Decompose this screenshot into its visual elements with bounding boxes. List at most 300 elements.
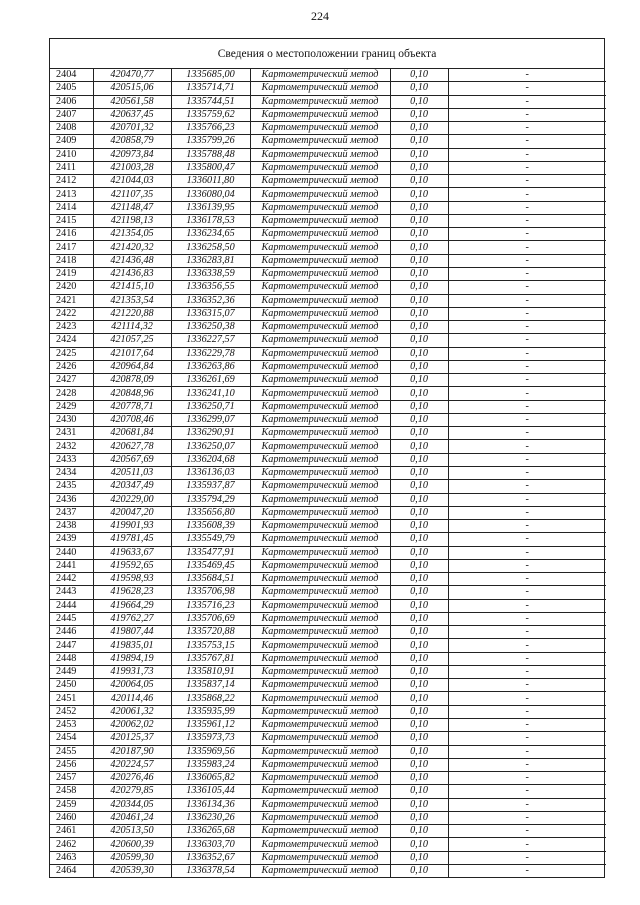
accuracy-cell: 0,10 — [390, 347, 448, 360]
x-coordinate-cell: 420964,84 — [93, 360, 171, 373]
accuracy-cell: 0,10 — [390, 148, 448, 161]
x-coordinate-cell: 420187,90 — [93, 745, 171, 758]
method-cell: Картометрический метод — [250, 95, 390, 108]
accuracy-cell: 0,10 — [390, 307, 448, 320]
y-coordinate-cell: 1336065,82 — [171, 772, 250, 785]
method-cell: Картометрический метод — [250, 864, 390, 877]
description-cell: - — [448, 347, 606, 360]
accuracy-cell: 0,10 — [390, 122, 448, 135]
table-row — [50, 665, 606, 678]
y-coordinate-cell: 1336136,03 — [171, 466, 250, 479]
table-row — [50, 347, 606, 360]
accuracy-cell: 0,10 — [390, 825, 448, 838]
y-coordinate-cell: 1335716,23 — [171, 599, 250, 612]
y-coordinate-cell: 1335706,98 — [171, 586, 250, 599]
x-coordinate-cell: 420279,85 — [93, 785, 171, 798]
x-coordinate-cell: 419835,01 — [93, 639, 171, 652]
point-number-cell: 2405 — [50, 82, 93, 95]
table-row — [50, 122, 606, 135]
method-cell: Картометрический метод — [250, 626, 390, 639]
method-cell: Картометрический метод — [250, 719, 390, 732]
method-cell: Картометрический метод — [250, 851, 390, 864]
point-number-cell: 2422 — [50, 307, 93, 320]
point-number-cell: 2462 — [50, 838, 93, 851]
y-coordinate-cell: 1336011,80 — [171, 175, 250, 188]
y-coordinate-cell: 1336250,38 — [171, 321, 250, 334]
x-coordinate-cell: 419762,27 — [93, 612, 171, 625]
y-coordinate-cell: 1335810,91 — [171, 665, 250, 678]
table-row — [50, 480, 606, 493]
table-row — [50, 387, 606, 400]
method-cell: Картометрический метод — [250, 772, 390, 785]
accuracy-cell: 0,10 — [390, 679, 448, 692]
accuracy-cell: 0,10 — [390, 652, 448, 665]
method-cell: Картометрический метод — [250, 453, 390, 466]
description-cell: - — [448, 69, 606, 82]
table-row — [50, 506, 606, 519]
y-coordinate-cell: 1335983,24 — [171, 758, 250, 771]
x-coordinate-cell: 420708,46 — [93, 413, 171, 426]
description-cell: - — [448, 758, 606, 771]
y-coordinate-cell: 1335961,12 — [171, 719, 250, 732]
point-number-cell: 2408 — [50, 122, 93, 135]
point-number-cell: 2438 — [50, 520, 93, 533]
accuracy-cell: 0,10 — [390, 82, 448, 95]
description-cell: - — [448, 427, 606, 440]
description-cell: - — [448, 851, 606, 864]
y-coordinate-cell: 1336299,07 — [171, 413, 250, 426]
table-row — [50, 374, 606, 387]
description-cell: - — [448, 374, 606, 387]
method-cell: Картометрический метод — [250, 374, 390, 387]
table-row — [50, 188, 606, 201]
point-number-cell: 2424 — [50, 334, 93, 347]
method-cell: Картометрический метод — [250, 758, 390, 771]
accuracy-cell: 0,10 — [390, 254, 448, 267]
point-number-cell: 2464 — [50, 864, 93, 877]
description-cell: - — [448, 281, 606, 294]
x-coordinate-cell: 420347,49 — [93, 480, 171, 493]
section-title: Сведения о местоположении границ объекта — [50, 39, 604, 69]
accuracy-cell: 0,10 — [390, 466, 448, 479]
x-coordinate-cell: 421420,32 — [93, 241, 171, 254]
y-coordinate-cell: 1336352,67 — [171, 851, 250, 864]
point-number-cell: 2415 — [50, 214, 93, 227]
table-row — [50, 825, 606, 838]
y-coordinate-cell: 1336261,69 — [171, 374, 250, 387]
point-number-cell: 2425 — [50, 347, 93, 360]
x-coordinate-cell: 421107,35 — [93, 188, 171, 201]
point-number-cell: 2431 — [50, 427, 93, 440]
accuracy-cell: 0,10 — [390, 732, 448, 745]
x-coordinate-cell: 420848,96 — [93, 387, 171, 400]
point-number-cell: 2454 — [50, 732, 93, 745]
y-coordinate-cell: 1336241,10 — [171, 387, 250, 400]
y-coordinate-cell: 1336258,50 — [171, 241, 250, 254]
x-coordinate-cell: 420511,03 — [93, 466, 171, 479]
method-cell: Картометрический метод — [250, 811, 390, 824]
accuracy-cell: 0,10 — [390, 612, 448, 625]
y-coordinate-cell: 1336105,44 — [171, 785, 250, 798]
accuracy-cell: 0,10 — [390, 772, 448, 785]
point-number-cell: 2409 — [50, 135, 93, 148]
y-coordinate-cell: 1335684,51 — [171, 573, 250, 586]
x-coordinate-cell: 420114,46 — [93, 692, 171, 705]
accuracy-cell: 0,10 — [390, 95, 448, 108]
description-cell: - — [448, 161, 606, 174]
x-coordinate-cell: 420627,78 — [93, 440, 171, 453]
x-coordinate-cell: 420973,84 — [93, 148, 171, 161]
table-row — [50, 652, 606, 665]
method-cell: Картометрический метод — [250, 321, 390, 334]
point-number-cell: 2449 — [50, 665, 93, 678]
method-cell: Картометрический метод — [250, 307, 390, 320]
method-cell: Картометрический метод — [250, 440, 390, 453]
method-cell: Картометрический метод — [250, 586, 390, 599]
accuracy-cell: 0,10 — [390, 599, 448, 612]
accuracy-cell: 0,10 — [390, 586, 448, 599]
method-cell: Картометрический метод — [250, 122, 390, 135]
table-row — [50, 851, 606, 864]
accuracy-cell: 0,10 — [390, 811, 448, 824]
method-cell: Картометрический метод — [250, 466, 390, 479]
x-coordinate-cell: 420461,24 — [93, 811, 171, 824]
table-row — [50, 785, 606, 798]
table-row — [50, 719, 606, 732]
x-coordinate-cell: 421044,03 — [93, 175, 171, 188]
accuracy-cell: 0,10 — [390, 188, 448, 201]
y-coordinate-cell: 1336250,07 — [171, 440, 250, 453]
method-cell: Картометрический метод — [250, 161, 390, 174]
table-row — [50, 732, 606, 745]
description-cell: - — [448, 692, 606, 705]
table-row — [50, 772, 606, 785]
point-number-cell: 2436 — [50, 493, 93, 506]
table-row — [50, 546, 606, 559]
description-cell: - — [448, 214, 606, 227]
method-cell: Картометрический метод — [250, 413, 390, 426]
table-row — [50, 307, 606, 320]
y-coordinate-cell: 1335794,29 — [171, 493, 250, 506]
table-row — [50, 321, 606, 334]
method-cell: Картометрический метод — [250, 692, 390, 705]
table-row — [50, 95, 606, 108]
point-number-cell: 2442 — [50, 573, 93, 586]
accuracy-cell: 0,10 — [390, 506, 448, 519]
accuracy-cell: 0,10 — [390, 175, 448, 188]
accuracy-cell: 0,10 — [390, 281, 448, 294]
y-coordinate-cell: 1335477,91 — [171, 546, 250, 559]
description-cell: - — [448, 175, 606, 188]
description-cell: - — [448, 838, 606, 851]
table-row — [50, 254, 606, 267]
x-coordinate-cell: 420224,57 — [93, 758, 171, 771]
point-number-cell: 2407 — [50, 108, 93, 121]
table-row — [50, 599, 606, 612]
x-coordinate-cell: 421148,47 — [93, 201, 171, 214]
table-row — [50, 69, 606, 82]
method-cell: Картометрический метод — [250, 785, 390, 798]
method-cell: Картометрический метод — [250, 267, 390, 280]
point-number-cell: 2446 — [50, 626, 93, 639]
table-row — [50, 281, 606, 294]
table-row — [50, 838, 606, 851]
description-cell: - — [448, 228, 606, 241]
x-coordinate-cell: 421114,32 — [93, 321, 171, 334]
x-coordinate-cell: 420599,30 — [93, 851, 171, 864]
table-row — [50, 427, 606, 440]
y-coordinate-cell: 1336230,26 — [171, 811, 250, 824]
accuracy-cell: 0,10 — [390, 294, 448, 307]
table-row — [50, 612, 606, 625]
point-number-cell: 2447 — [50, 639, 93, 652]
description-cell: - — [448, 639, 606, 652]
point-number-cell: 2410 — [50, 148, 93, 161]
method-cell: Картометрический метод — [250, 679, 390, 692]
y-coordinate-cell: 1335706,69 — [171, 612, 250, 625]
y-coordinate-cell: 1335549,79 — [171, 533, 250, 546]
method-cell: Картометрический метод — [250, 69, 390, 82]
table-row — [50, 82, 606, 95]
y-coordinate-cell: 1335720,88 — [171, 626, 250, 639]
point-number-cell: 2426 — [50, 360, 93, 373]
x-coordinate-cell: 419664,29 — [93, 599, 171, 612]
x-coordinate-cell: 420344,05 — [93, 798, 171, 811]
accuracy-cell: 0,10 — [390, 705, 448, 718]
method-cell: Картометрический метод — [250, 573, 390, 586]
accuracy-cell: 0,10 — [390, 228, 448, 241]
x-coordinate-cell: 419633,67 — [93, 546, 171, 559]
accuracy-cell: 0,10 — [390, 135, 448, 148]
table-row — [50, 201, 606, 214]
table-row — [50, 214, 606, 227]
x-coordinate-cell: 419807,44 — [93, 626, 171, 639]
y-coordinate-cell: 1335714,71 — [171, 82, 250, 95]
point-number-cell: 2417 — [50, 241, 93, 254]
point-number-cell: 2432 — [50, 440, 93, 453]
table-row — [50, 811, 606, 824]
point-number-cell: 2456 — [50, 758, 93, 771]
table-row — [50, 692, 606, 705]
description-cell: - — [448, 705, 606, 718]
method-cell: Картометрический метод — [250, 652, 390, 665]
method-cell: Картометрический метод — [250, 281, 390, 294]
x-coordinate-cell: 420600,39 — [93, 838, 171, 851]
accuracy-cell: 0,10 — [390, 440, 448, 453]
x-coordinate-cell: 421353,54 — [93, 294, 171, 307]
point-number-cell: 2453 — [50, 719, 93, 732]
y-coordinate-cell: 1335744,51 — [171, 95, 250, 108]
point-number-cell: 2448 — [50, 652, 93, 665]
x-coordinate-cell: 420858,79 — [93, 135, 171, 148]
x-coordinate-cell: 420062,02 — [93, 719, 171, 732]
description-cell: - — [448, 559, 606, 572]
y-coordinate-cell: 1335788,48 — [171, 148, 250, 161]
method-cell: Картометрический метод — [250, 360, 390, 373]
method-cell: Картометрический метод — [250, 347, 390, 360]
x-coordinate-cell: 420515,06 — [93, 82, 171, 95]
method-cell: Картометрический метод — [250, 520, 390, 533]
point-number-cell: 2416 — [50, 228, 93, 241]
method-cell: Картометрический метод — [250, 188, 390, 201]
point-number-cell: 2444 — [50, 599, 93, 612]
point-number-cell: 2406 — [50, 95, 93, 108]
table-row — [50, 864, 606, 877]
description-cell: - — [448, 811, 606, 824]
description-cell: - — [448, 506, 606, 519]
x-coordinate-cell: 420470,77 — [93, 69, 171, 82]
description-cell: - — [448, 665, 606, 678]
accuracy-cell: 0,10 — [390, 665, 448, 678]
accuracy-cell: 0,10 — [390, 639, 448, 652]
method-cell: Картометрический метод — [250, 599, 390, 612]
x-coordinate-cell: 421198,13 — [93, 214, 171, 227]
method-cell: Картометрический метод — [250, 201, 390, 214]
description-cell: - — [448, 480, 606, 493]
point-number-cell: 2437 — [50, 506, 93, 519]
x-coordinate-cell: 419628,23 — [93, 586, 171, 599]
accuracy-cell: 0,10 — [390, 69, 448, 82]
x-coordinate-cell: 421220,88 — [93, 307, 171, 320]
y-coordinate-cell: 1336134,36 — [171, 798, 250, 811]
method-cell: Картометрический метод — [250, 665, 390, 678]
x-coordinate-cell: 420567,69 — [93, 453, 171, 466]
description-cell: - — [448, 586, 606, 599]
method-cell: Картометрический метод — [250, 334, 390, 347]
description-cell: - — [448, 533, 606, 546]
description-cell: - — [448, 122, 606, 135]
method-cell: Картометрический метод — [250, 705, 390, 718]
y-coordinate-cell: 1336265,68 — [171, 825, 250, 838]
x-coordinate-cell: 421003,28 — [93, 161, 171, 174]
method-cell: Картометрический метод — [250, 798, 390, 811]
accuracy-cell: 0,10 — [390, 745, 448, 758]
accuracy-cell: 0,10 — [390, 559, 448, 572]
method-cell: Картометрический метод — [250, 559, 390, 572]
method-cell: Картометрический метод — [250, 533, 390, 546]
x-coordinate-cell: 421436,83 — [93, 267, 171, 280]
point-number-cell: 2455 — [50, 745, 93, 758]
accuracy-cell: 0,10 — [390, 719, 448, 732]
accuracy-cell: 0,10 — [390, 533, 448, 546]
y-coordinate-cell: 1336283,81 — [171, 254, 250, 267]
table-row — [50, 360, 606, 373]
method-cell: Картометрический метод — [250, 228, 390, 241]
x-coordinate-cell: 419598,93 — [93, 573, 171, 586]
point-number-cell: 2443 — [50, 586, 93, 599]
point-number-cell: 2419 — [50, 267, 93, 280]
table-row — [50, 267, 606, 280]
method-cell: Картометрический метод — [250, 612, 390, 625]
y-coordinate-cell: 1335685,00 — [171, 69, 250, 82]
accuracy-cell: 0,10 — [390, 838, 448, 851]
table-row — [50, 798, 606, 811]
method-cell: Картометрический метод — [250, 82, 390, 95]
method-cell: Картометрический метод — [250, 506, 390, 519]
description-cell: - — [448, 599, 606, 612]
point-number-cell: 2452 — [50, 705, 93, 718]
accuracy-cell: 0,10 — [390, 387, 448, 400]
x-coordinate-cell: 420561,58 — [93, 95, 171, 108]
y-coordinate-cell: 1336338,59 — [171, 267, 250, 280]
table-row — [50, 228, 606, 241]
y-coordinate-cell: 1336229,78 — [171, 347, 250, 360]
point-number-cell: 2428 — [50, 387, 93, 400]
y-coordinate-cell: 1336204,68 — [171, 453, 250, 466]
x-coordinate-cell: 420701,32 — [93, 122, 171, 135]
table-row — [50, 559, 606, 572]
table-row — [50, 573, 606, 586]
x-coordinate-cell: 421436,48 — [93, 254, 171, 267]
point-number-cell: 2451 — [50, 692, 93, 705]
description-cell: - — [448, 201, 606, 214]
description-cell: - — [448, 241, 606, 254]
x-coordinate-cell: 419901,93 — [93, 520, 171, 533]
y-coordinate-cell: 1335973,73 — [171, 732, 250, 745]
table-row — [50, 745, 606, 758]
point-number-cell: 2418 — [50, 254, 93, 267]
accuracy-cell: 0,10 — [390, 758, 448, 771]
description-cell: - — [448, 267, 606, 280]
accuracy-cell: 0,10 — [390, 374, 448, 387]
method-cell: Картометрический метод — [250, 214, 390, 227]
table-row — [50, 334, 606, 347]
coordinates-table-body — [50, 69, 606, 877]
point-number-cell: 2433 — [50, 453, 93, 466]
table-row — [50, 108, 606, 121]
accuracy-cell: 0,10 — [390, 626, 448, 639]
description-cell: - — [448, 82, 606, 95]
description-cell: - — [448, 798, 606, 811]
description-cell: - — [448, 294, 606, 307]
y-coordinate-cell: 1335799,26 — [171, 135, 250, 148]
description-cell: - — [448, 387, 606, 400]
accuracy-cell: 0,10 — [390, 241, 448, 254]
point-number-cell: 2427 — [50, 374, 93, 387]
description-cell: - — [448, 732, 606, 745]
description-cell: - — [448, 188, 606, 201]
point-number-cell: 2411 — [50, 161, 93, 174]
method-cell: Картометрический метод — [250, 294, 390, 307]
point-number-cell: 2414 — [50, 201, 93, 214]
point-number-cell: 2420 — [50, 281, 93, 294]
table-row — [50, 241, 606, 254]
accuracy-cell: 0,10 — [390, 201, 448, 214]
description-cell: - — [448, 612, 606, 625]
description-cell: - — [448, 148, 606, 161]
x-coordinate-cell: 420681,84 — [93, 427, 171, 440]
point-number-cell: 2404 — [50, 69, 93, 82]
point-number-cell: 2458 — [50, 785, 93, 798]
x-coordinate-cell: 421415,10 — [93, 281, 171, 294]
accuracy-cell: 0,10 — [390, 480, 448, 493]
y-coordinate-cell: 1335767,81 — [171, 652, 250, 665]
method-cell: Картометрический метод — [250, 108, 390, 121]
x-coordinate-cell: 420513,50 — [93, 825, 171, 838]
y-coordinate-cell: 1336250,71 — [171, 400, 250, 413]
accuracy-cell: 0,10 — [390, 108, 448, 121]
description-cell: - — [448, 745, 606, 758]
description-cell: - — [448, 493, 606, 506]
accuracy-cell: 0,10 — [390, 334, 448, 347]
description-cell: - — [448, 772, 606, 785]
point-number-cell: 2421 — [50, 294, 93, 307]
description-cell: - — [448, 334, 606, 347]
point-number-cell: 2457 — [50, 772, 93, 785]
x-coordinate-cell: 421354,05 — [93, 228, 171, 241]
accuracy-cell: 0,10 — [390, 453, 448, 466]
table-row — [50, 586, 606, 599]
